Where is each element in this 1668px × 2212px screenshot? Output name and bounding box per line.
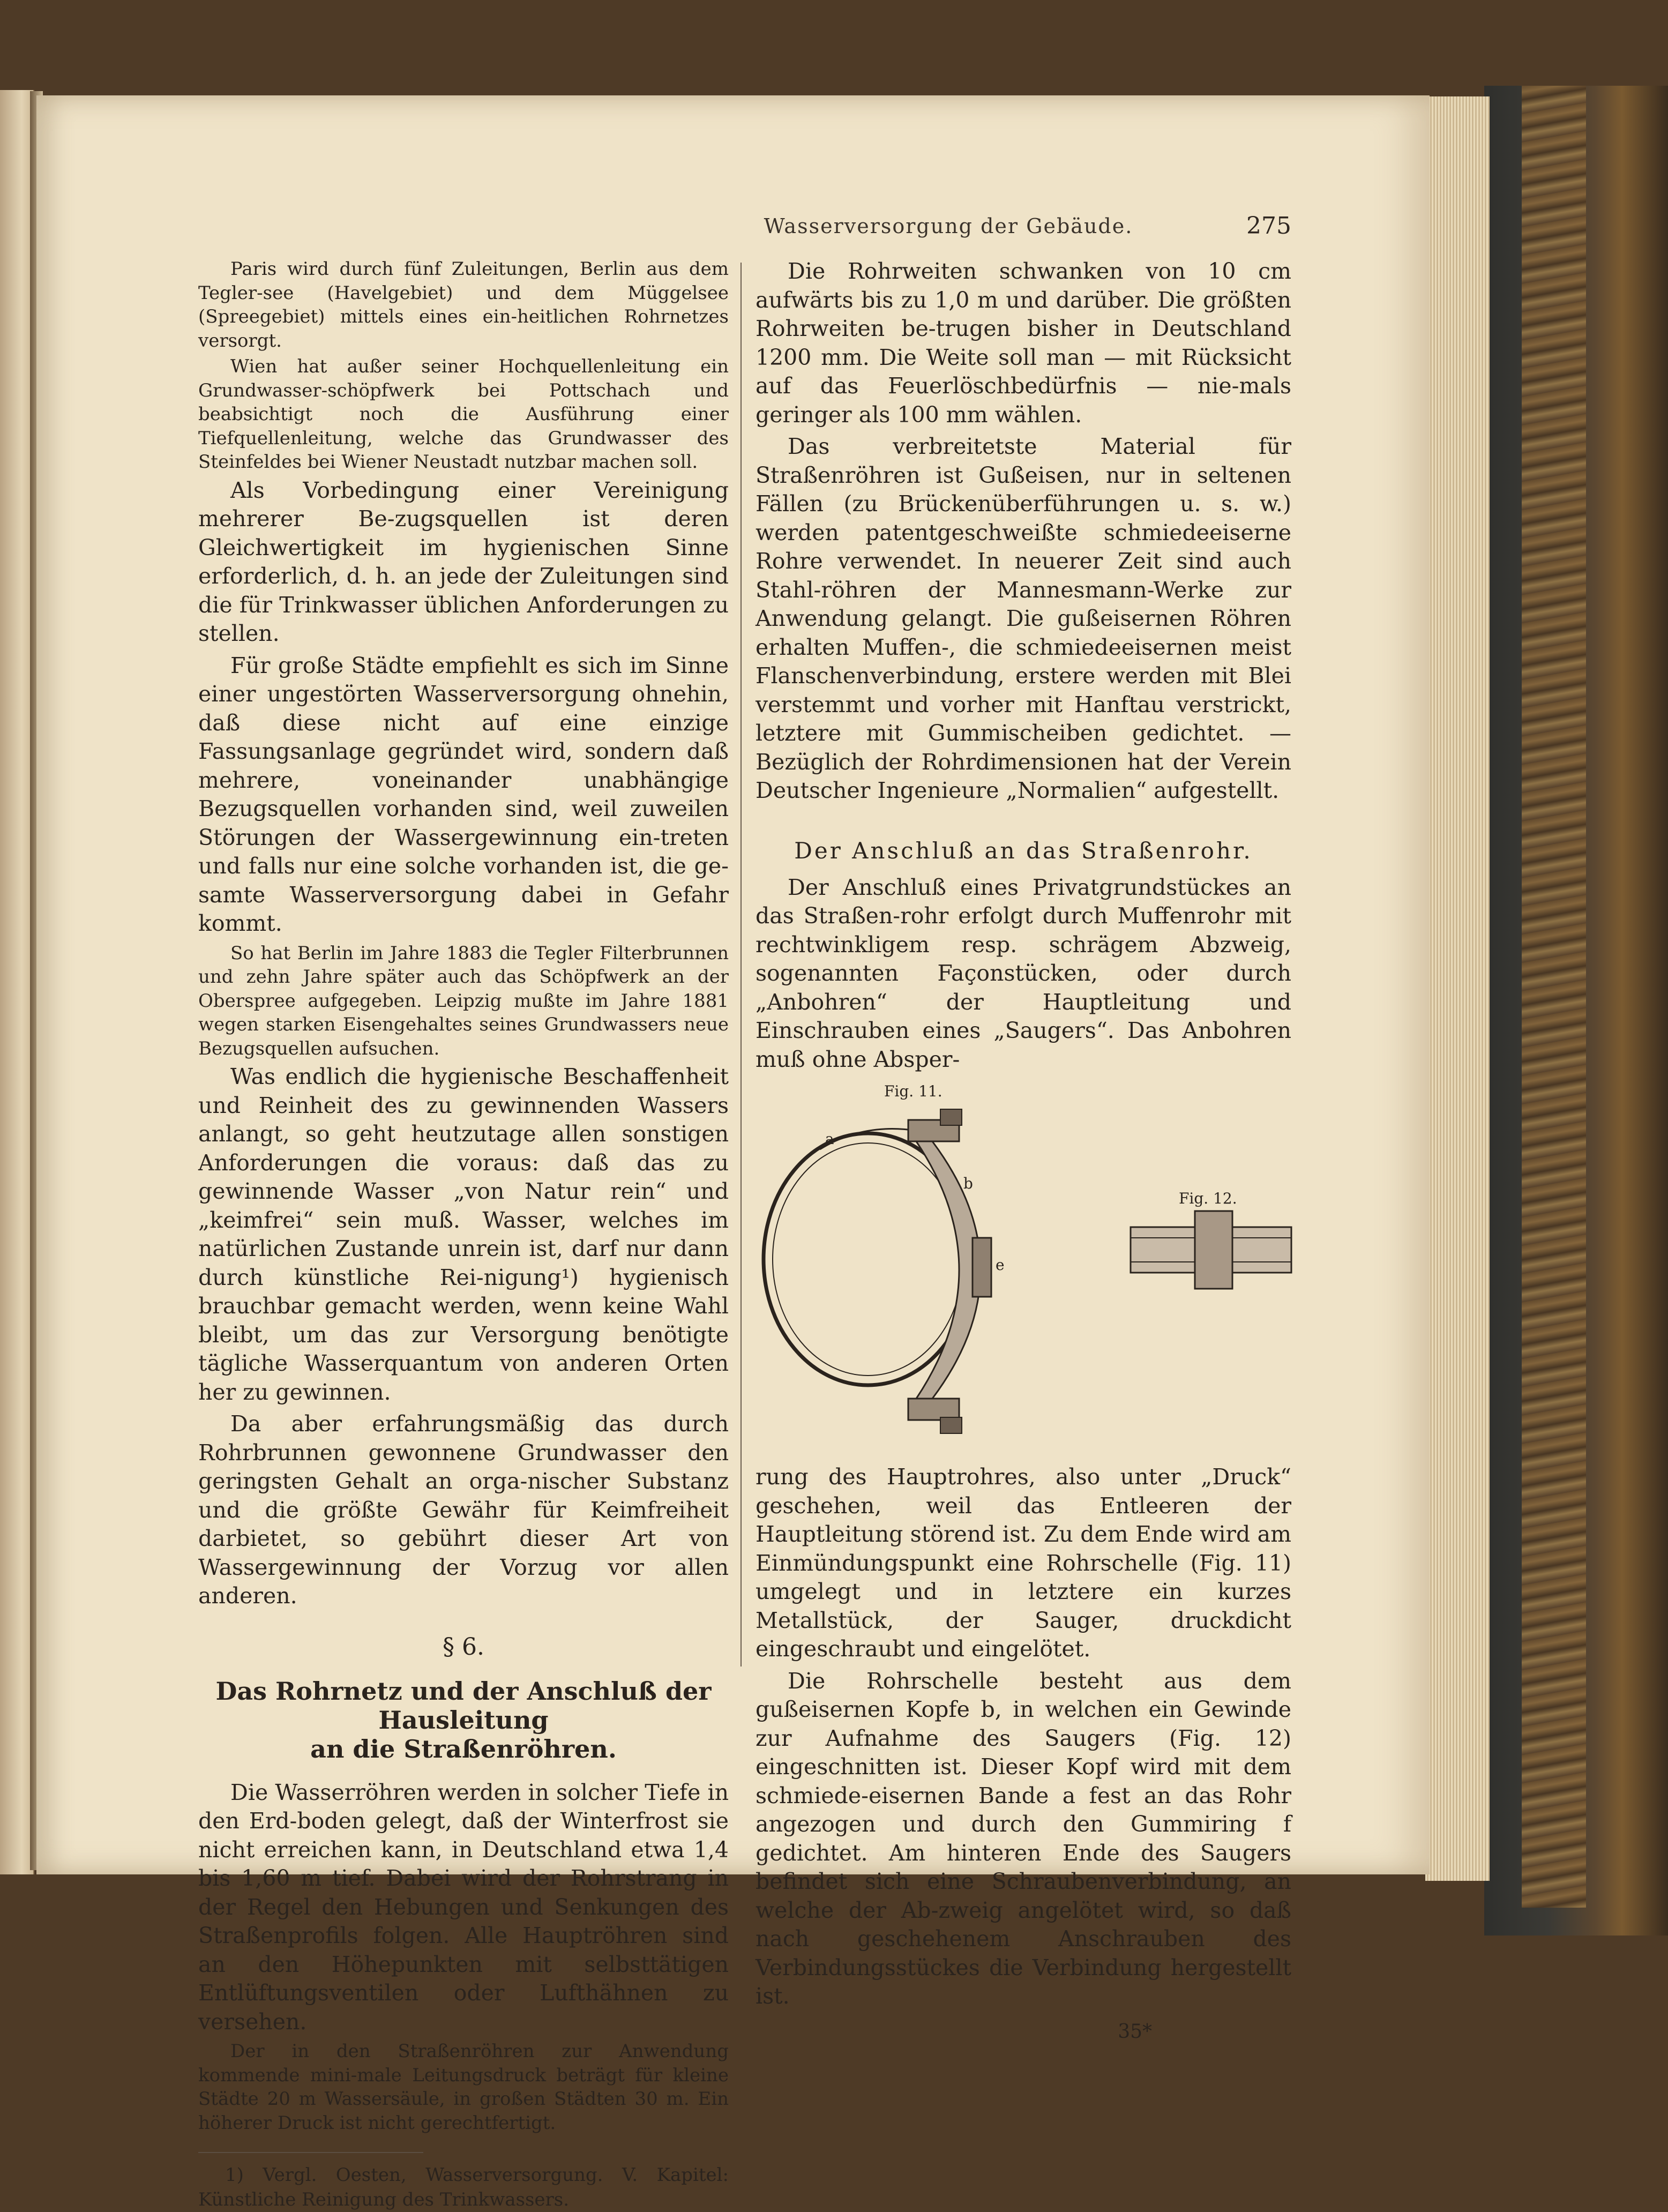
upper-nut (940, 1109, 962, 1125)
subheading-anschluss: Der Anschluß an das Straßenrohr. (794, 837, 1253, 864)
letter-b: b (963, 1175, 973, 1192)
section-number: § 6. (443, 1633, 484, 1661)
paragraph-grosse-staedte: Für große Städte empfiehlt es sich im Sinne einer ungestörten Wasserversorgung ohnehin, daß diese nicht auf eine einzige Fassungsanlage gegründet wird, sondern daß mehrere, voneinander unabhängige Bezugsquellen vorhanden sind, weil zuweilen Störungen der Wassergewinnung ein-treten und falls nur eine solche vorhanden ist, die ge-samte Wasserversorgung dabei in Gefahr kommt. (198, 652, 729, 936)
paragraph-wasserroehren: Die Wasserröhren werden in solcher Tiefe in den Erd-boden gelegt, daß der Winterfrost sie nicht erreichen kann, in Deutschland etwa 1,4 bis 1,60 m tief. Dabei wird der Rohrstrang in der Regel den Hebungen und Senkungen des Straßenprofils folgen. Alle Hauptröhren sind an den Höhepunkten mit selbsttätigen Entlüftungsventilen oder Lufthähnen zu versehen. (198, 1779, 729, 2035)
paragraph-leitungsdruck: Der in den Straßenröhren zur Anwendung kommende mini-male Leitungsdruck beträgt für kleine Städte 20 m Wassersäule, in großen Städten 30 m. Ein höherer Druck ist nicht gerechtfertigt. (198, 2041, 729, 2134)
paragraph-material: Das verbreitetste Material für Straßenröhren ist Gußeisen, nur in seltenen Fällen (zu Brückenüberführungen u. s. w.) werden patentgeschweißte schmiedeeiserne Rohre verwendet. In neuerer Zeit sind auch Stahl-röhren der Mannesmann-Werke zur Anwendung gelangt. Die gußeisernen Röhren erhalten Muffen-, die schmiedeeisernen meist Flanschenverbindung, erstere werden mit Blei verstemmt und vorher mit Hanftau verstrickt, letztere mit Gummischeiben gedichtet. — Bezüglich der Rohrdimensionen hat der Verein Deutscher Ingenieure „Normalien“ aufgestellt. (756, 434, 1291, 803)
paragraph-paris-berlin: Paris wird durch fünf Zuleitungen, Berlin aus dem Tegler-see (Havelgebiet) und dem Müggelsee (Spreegebiet) mittels eines ein-heitlichen Rohrnetzes versorgt. (198, 258, 729, 352)
paragraph-anschluss: Der Anschluß eines Privatgrundstückes an das Straßen-rohr erfolgt durch Muffenrohr mit rechtwinkligem resp. schrägem Abzweig, sogenannten Façonstücken, oder durch „Anbohren“ der Hauptleitung und Einschrauben eines „Saugers“. Das Anbohren muß ohne Absper- (756, 874, 1291, 1072)
paragraph-rohrschelle: Die Rohrschelle besteht aus dem gußeisernen Kopfe b, in welchen ein Gewinde zur Aufnahme des Saugers (Fig. 12) eingeschnitten ist. Dieser Kopf wird mit dem schmiede-eisernen Bande a fest an das Rohr angezogen und durch den Gummiring f gedichtet. Am hinteren Ende des Saugers befindet sich eine Schraubenverbindung, an welche der Ab-zweig angelötet wird, so daß nach geschehenem Anschrauben des Verbindungsstückes die Verbindung hergestellt ist. (756, 1668, 1291, 2009)
section-title (198, 1677, 729, 1763)
lower-nut (940, 1417, 962, 1433)
pipe-clamp-illustration (756, 1098, 1077, 1447)
signature-mark: 35* (1118, 2020, 1152, 2043)
column-divider (740, 263, 742, 1667)
fig-12-label: Fig. 12. (1179, 1190, 1237, 1207)
letter-a: a (825, 1130, 834, 1148)
page-number: 275 (1246, 212, 1291, 240)
running-head: Wasserversorgung der Gebäude. (764, 214, 1133, 238)
marbled-cover-edge (1522, 86, 1586, 1908)
paragraph-anbohren-fortsetzung: rung des Hauptrohres, also unter „Druck“ geschehen, weil das Entleeren der Hauptleitung störend ist. Zu dem Ende wird am Einmündungspunkt eine Rohrschelle (Fig. 11) umgelegt und in letztere ein kurzes Metallstück, der Sauger, druckdicht eingeschraubt und eingelötet. (756, 1464, 1291, 1662)
section-title-line-1: Das Rohrnetz und der Anschluß der Hausleitung (215, 1676, 712, 1735)
page-edges (1425, 96, 1490, 1881)
left-column (198, 257, 729, 2212)
facing-page-edge (0, 90, 34, 1874)
figure-area (756, 1077, 1291, 1463)
paragraph-berlin-1883: So hat Berlin im Jahre 1883 die Tegler Filterbrunnen und zehn Jahre später auch das Schöpfwerk an der Oberspree aufgegeben. Leipzig mußte im Jahre 1881 wegen starken Eisengehaltes seines Grundwassers neue Bezugsquellen aufsuchen. (198, 942, 729, 1059)
letter-e: e (996, 1256, 1005, 1274)
sauger-collar (1195, 1211, 1232, 1289)
fig-11-label: Fig. 11. (884, 1082, 943, 1100)
paragraph-rohrbrunnen: Da aber erfahrungsmäßig das durch Rohrbrunnen gewonnene Grundwasser den geringsten Gehalt an orga-nischer Substanz und die größte Gewähr für Keimfreiheit darbietet, so gebührt dieser Art von Wassergewinnung der Vorzug vor allen anderen. (198, 1411, 729, 1609)
right-column (756, 257, 1291, 2043)
paragraph-vorbedingung: Als Vorbedingung einer Vereinigung mehrerer Be-zugsquellen ist deren Gleichwertigkeit im hygienischen Sinne erforderlich, d. h. an jede der Zuleitungen sind die für Trinkwasser üblichen Anforderungen zu stellen. (198, 477, 729, 646)
footnote-rule (198, 2152, 423, 2153)
paragraph-wien: Wien hat außer seiner Hochquellenleitung ein Grundwasser-schöpfwerk bei Pottschach und beabsichtigt noch die Ausführung einer Tiefquellenleitung, welche das Grundwasser des Steinfeldes bei Wiener Neustadt nutzbar machen soll. (198, 356, 729, 473)
section-title-line-2: an die Straßenröhren. (310, 1734, 617, 1763)
pipe-inner-edge (773, 1143, 963, 1376)
paragraph-rohrweiten: Die Rohrweiten schwanken von 10 cm aufwärts bis zu 1,0 m und darüber. Die größten Rohrweiten be-trugen bisher in Deutschland 1200 mm. Die Weite soll man — mit Rücksicht auf das Feuerlöschbedürfnis — nie-mals geringer als 100 mm wählen. (756, 258, 1291, 428)
footnote: 1) Vergl. Oesten, Wasserversorgung. V. Kapitel: Künstliche Reinigung des Trinkwassers. (198, 2164, 729, 2210)
paragraph-hygienische-beschaffenheit: Was endlich die hygienische Beschaffenheit und Reinheit des zu gewinnenden Wassers anlangt, so geht heutzutage allen sonstigen Anforderungen die voraus: daß das zu gewinnende Wasser „von Natur rein“ und „keimfrei“ sein muß. Wasser, welches im natürlichen Zustande unrein ist, darf nur dann durch künstliche Rei-nigung¹) hygienisch brauchbar gemacht werden, wenn keine Wahl bleibt, um das zur Versorgung benötigte tägliche Wasserquantum von anderen Orten her zu gewinnen. (198, 1064, 729, 1405)
sauger-stub-e (973, 1238, 991, 1297)
sauger-illustration (1125, 1206, 1297, 1297)
